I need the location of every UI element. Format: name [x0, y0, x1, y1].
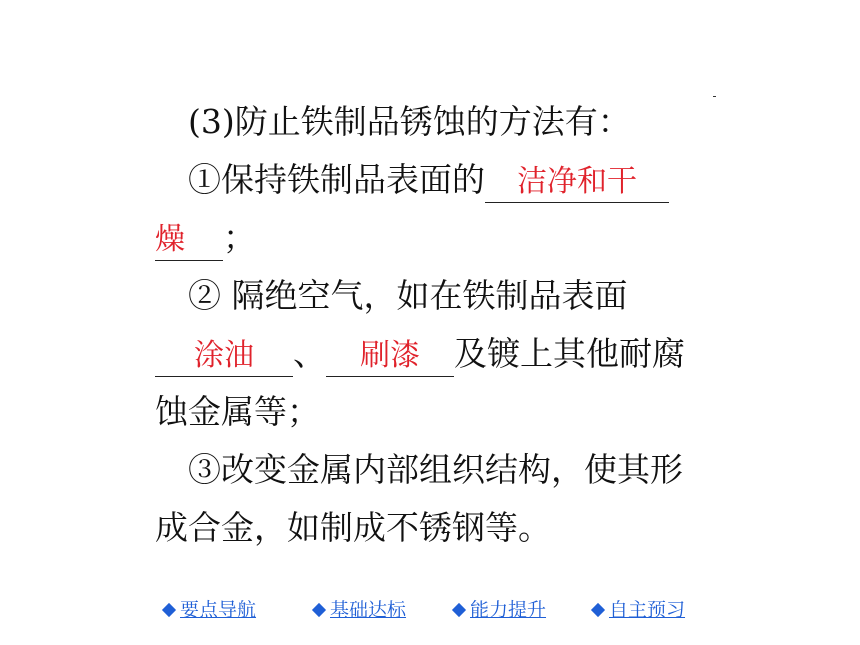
- nav-link-ability[interactable]: [454, 596, 546, 624]
- answer-blank-1b: 燥: [155, 220, 223, 261]
- item-1-text: ①保持铁制品表面的: [188, 160, 485, 199]
- question-heading: (3)防止铁制品锈蚀的方法有：: [188, 102, 631, 141]
- answer-blank-2a: 涂油: [155, 336, 293, 377]
- diamond-icon: [452, 603, 466, 617]
- diamond-icon: [312, 603, 326, 617]
- item-1-line: [188, 160, 669, 203]
- bottom-navigation: [0, 596, 860, 624]
- nav-link-basic[interactable]: [314, 596, 406, 624]
- diamond-icon: [162, 603, 176, 617]
- diamond-icon: [591, 603, 605, 617]
- nav-label: 要点导航: [180, 599, 257, 621]
- answer-blank-2b: 刷漆: [326, 336, 454, 377]
- item-3-end: 成合金，如制成不锈钢等。: [155, 508, 551, 547]
- item-2-line: ② 隔绝空气，如在铁制品表面: [188, 276, 628, 315]
- item-2-end: 蚀金属等；: [155, 392, 320, 431]
- answer-blank-1a: 洁净和干: [485, 162, 669, 203]
- item-2-after: 及镀上其他耐腐: [454, 334, 685, 373]
- item-3-line: ③改变金属内部组织结构，使其形: [188, 450, 683, 489]
- nav-label: 能力提升: [470, 599, 547, 621]
- nav-label: 基础达标: [330, 599, 407, 621]
- item-1-continuation: [155, 218, 256, 261]
- nav-link-key-points[interactable]: [164, 596, 256, 624]
- item-1-end: ；: [223, 218, 256, 257]
- item-2-blanks-line: [155, 334, 685, 377]
- decorative-mark: [713, 96, 716, 97]
- item-2-separator: 、: [293, 334, 326, 373]
- nav-link-preview[interactable]: [593, 596, 685, 624]
- nav-label: 自主预习: [609, 599, 686, 621]
